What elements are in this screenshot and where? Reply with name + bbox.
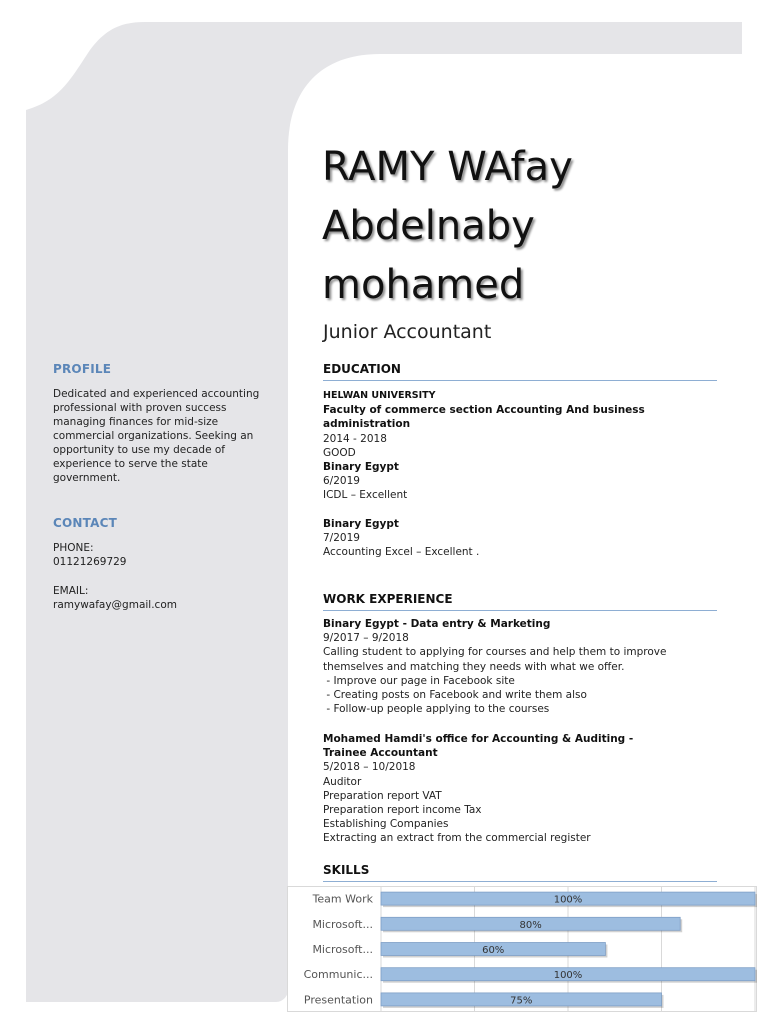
education-date: 6/2019 <box>323 475 360 488</box>
education-school: Binary Egypt <box>323 461 399 473</box>
work-detail: Establishing Companies <box>323 818 449 831</box>
work-entry-1 <box>323 617 718 716</box>
category-label: Communic... <box>303 968 373 982</box>
education-school: Binary Egypt <box>323 518 399 530</box>
value-label: 100% <box>553 894 583 906</box>
value-label: 75% <box>510 995 533 1007</box>
work-bullet: - Follow-up people applying to the courses <box>323 703 550 716</box>
value-label: 60% <box>482 945 505 956</box>
education-date: 7/2019 <box>323 532 360 545</box>
work-bullet: - Creating posts on Facebook and write them also <box>323 689 587 702</box>
work-detail: Auditor <box>323 775 362 788</box>
value-label: 100% <box>553 970 583 982</box>
work-role: Mohamed Hamdi's office for Accounting & Auditing - Trainee Accountant <box>323 733 634 760</box>
work-detail: Extracting an extract from the commercial register <box>323 832 591 845</box>
skills-chart <box>287 886 757 1012</box>
work-entry-2 <box>323 732 673 846</box>
value-label: 80% <box>519 919 542 931</box>
education-date: 2014 - 2018 <box>323 432 387 445</box>
education-detail: GOOD <box>323 446 356 459</box>
name-line-3: mohamed <box>322 262 525 308</box>
work-role: Binary Egypt - Data entry & Marketing <box>323 618 551 630</box>
category-label: Microsoft... <box>312 943 373 956</box>
name-line-1: RAMY WAfay <box>322 144 573 190</box>
work-description: Calling student to applying for courses and help them to improve themselves and matching they needs with what we offer. <box>323 646 667 673</box>
skills-heading: SKILLS <box>323 863 717 882</box>
email-label: EMAIL: <box>53 585 89 597</box>
category-label: Microsoft... <box>312 917 373 931</box>
work-detail: Preparation report income Tax <box>323 804 482 817</box>
work-date: 5/2018 – 10/2018 <box>323 761 416 774</box>
phone-value: 01121269729 <box>53 556 127 568</box>
work-date: 9/2017 – 9/2018 <box>323 632 409 645</box>
education-entry-1 <box>323 389 718 460</box>
work-bullet: - Improve our page in Facebook site <box>323 674 515 687</box>
category-label: Presentation <box>303 993 373 1007</box>
education-entry-3 <box>323 517 718 560</box>
work-heading: WORK EXPERIENCE <box>323 592 717 611</box>
email-value: ramywafay@gmail.com <box>53 599 177 611</box>
name-line-2: Abdelnaby <box>322 203 535 249</box>
category-label: Team Work <box>312 892 373 906</box>
work-detail: Preparation report VAT <box>323 789 442 802</box>
education-heading: EDUCATION <box>323 362 717 381</box>
education-entry-2 <box>323 460 718 503</box>
education-school: HELWAN UNIVERSITY <box>323 390 436 401</box>
phone-label: PHONE: <box>53 542 94 554</box>
education-detail: Accounting Excel – Excellent . <box>323 546 480 559</box>
profile-heading: PROFILE <box>53 362 112 376</box>
education-program: Faculty of commerce section Accounting And business administration <box>323 404 645 431</box>
job-title: Junior Accountant <box>323 321 492 343</box>
profile-text: Dedicated and experienced accounting professional with proven success managing finances for mid-size commercial organizations. Seeking an opportunity to use my decade of experience to serve the state government. <box>53 388 260 484</box>
contact-heading: CONTACT <box>53 516 117 530</box>
education-detail: ICDL – Excellent <box>323 489 408 502</box>
